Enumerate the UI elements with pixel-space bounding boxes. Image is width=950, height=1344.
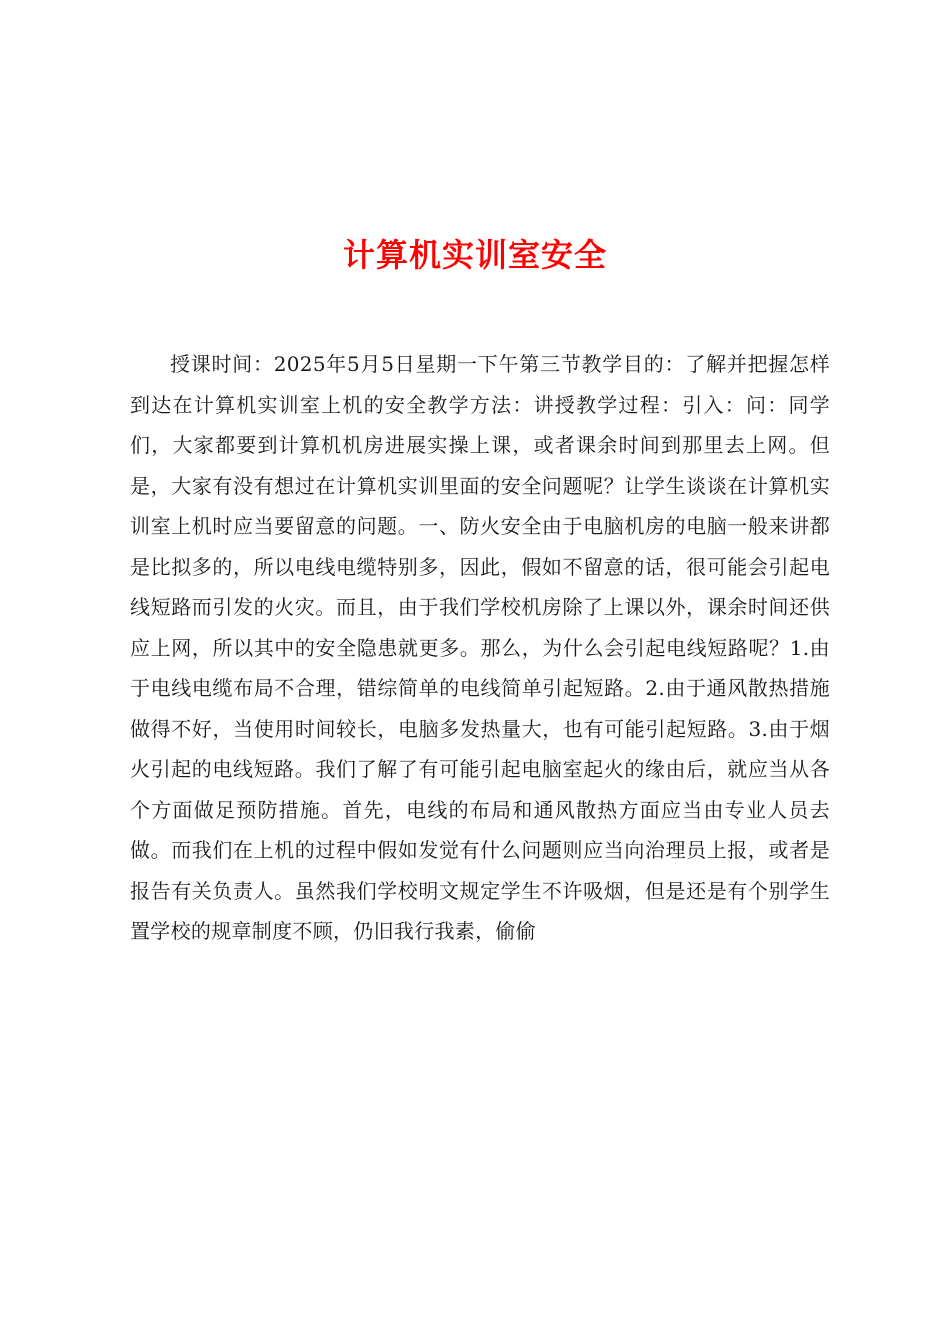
document-title: 计算机实训室安全: [342, 236, 607, 275]
document-body: 授课时间：2025年5月5日星期一下午第三节教学目的：了解并把握怎样到达在计算机实训室上机的安全教学方法：讲授教学过程：引入：问：同学们，大家都要到计算机机房进展实操上课，或者课余时间到那里去上网。但是，大家有没有想过在计算机实训里面的安全问题呢？让学生谈谈在计算机实训室上机时应当要留意的问题。一、防火安全由于电脑机房的电脑一般来讲都是比拟多的，所以电线电缆特别多，因此，假如不留意的话，很可能会引起电线短路而引发的火灾。而且，由于我们学校机房除了上课以外，课余时间还供应上网，所以其中的安全隐患就更多。那么，为什么会引起电线短路呢？1.由于电线电缆布局不合理，错综简单的电线简单引起短路。2.由于通风散热措施做得不好，当使用时间较长，电脑多发热量大，也有可能引起短路。3.由于烟火引起的电线短路。我们了解了有可能引起电脑室起火的缘由后，就应当从各个方面做足预防措施。首先，电线的布局和通风散热方面应当由专业人员去做。而我们在上机的过程中假如发觉有什么问题则应当向治理员上报，或者是报告有关负责人。虽然我们学校明文规定学生不许吸烟，但是还是有个别学生置学校的规章制度不顾，仍旧我行我素，偷偷: [130, 352, 830, 943]
